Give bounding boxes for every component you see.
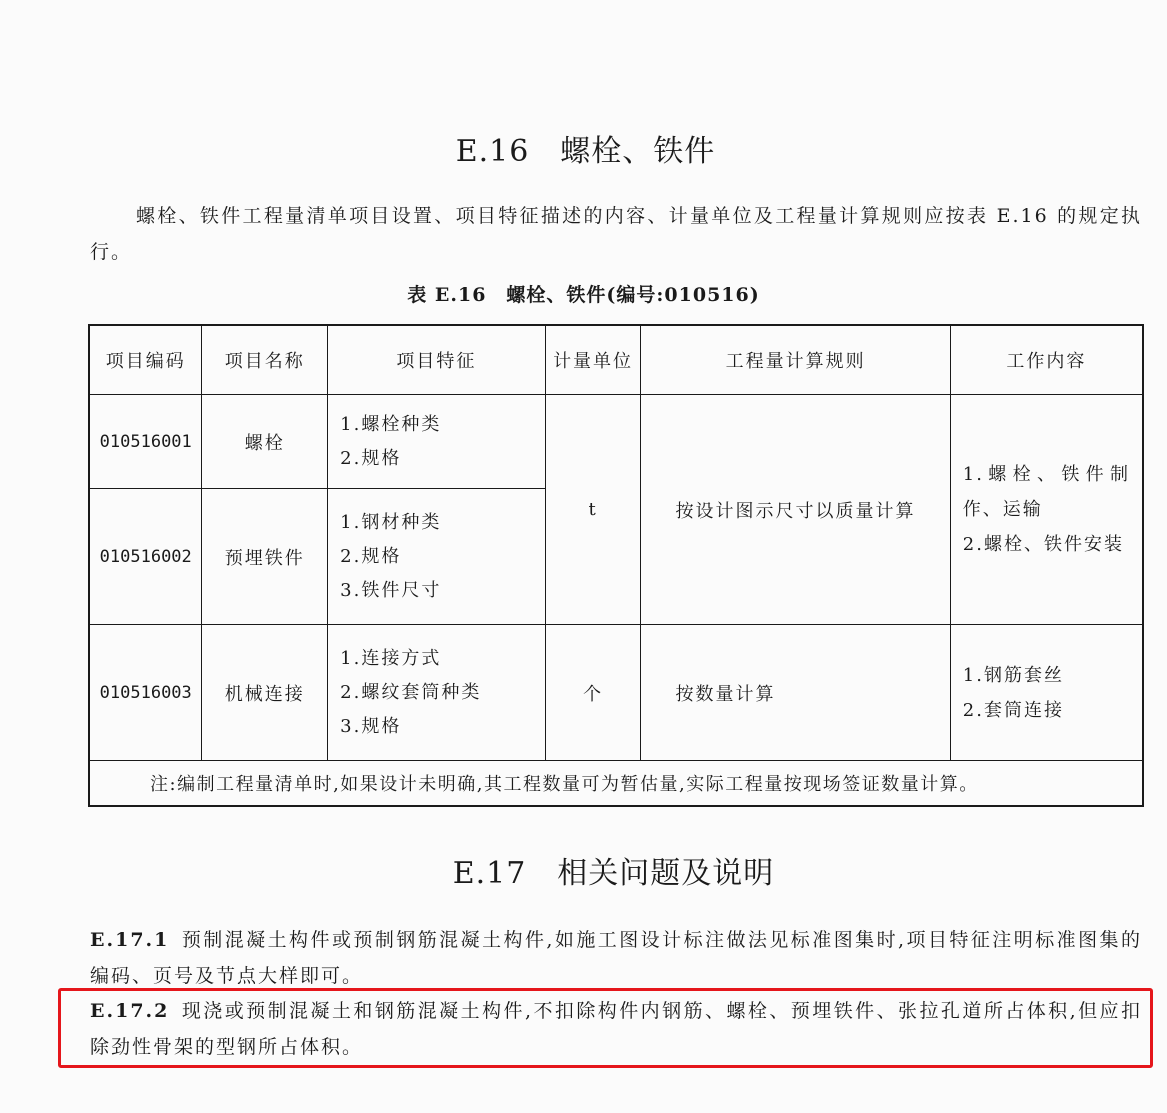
table-row xyxy=(89,625,1143,761)
header-name: 项目名称 xyxy=(202,325,328,395)
highlight-box xyxy=(58,988,1153,1068)
row-code: 010516003 xyxy=(89,625,202,761)
row-name: 螺栓 xyxy=(202,395,328,489)
row-features: 1.螺栓种类 2.规格 xyxy=(328,395,546,489)
clause-text: 现浇或预制混凝土和钢筋混凝土构件,不扣除构件内钢筋、螺栓、预埋铁件、张拉孔道所占体积,但应扣除劲性骨架的型钢所占体积。 xyxy=(90,1000,1142,1058)
row-code: 010516001 xyxy=(89,395,202,489)
row-code: 010516002 xyxy=(89,489,202,625)
section-e17-heading: E.17 相关问题及说明 xyxy=(452,856,775,891)
header-code: 项目编码 xyxy=(89,325,202,395)
clause-text: 预制混凝土构件或预制钢筋混凝土构件,如施工图设计标注做法见标准图集时,项目特征注明标准图集的编码、页号及节点大样即可。 xyxy=(90,929,1142,987)
rule-cell: 按数量计算 xyxy=(641,625,950,761)
table-note-row xyxy=(89,761,1143,807)
work-cell: 1.螺栓、铁件制作、运输 2.螺栓、铁件安装 xyxy=(950,395,1143,625)
table-header-row xyxy=(89,325,1143,395)
bolt-iron-table xyxy=(88,324,1144,807)
unit-cell: t xyxy=(545,395,641,625)
clause-e17-1 xyxy=(90,922,1142,994)
header-work: 工作内容 xyxy=(950,325,1143,395)
row-name: 机械连接 xyxy=(202,625,328,761)
table-note: 注:编制工程量清单时,如果设计未明确,其工程数量可为暂估量,实际工程量按现场签证数量计算。 xyxy=(89,761,1143,807)
table-row xyxy=(89,395,1143,489)
clause-number: E.17.2 xyxy=(90,1000,170,1022)
header-rule: 工程量计算规则 xyxy=(641,325,950,395)
header-features: 项目特征 xyxy=(328,325,546,395)
unit-cell: 个 xyxy=(545,625,641,761)
section-e16-heading: E.16 螺栓、铁件 xyxy=(455,134,716,169)
clause-number: E.17.1 xyxy=(90,929,170,951)
row-features: 1.钢材种类 2.规格 3.铁件尺寸 xyxy=(328,489,546,625)
table-caption: 表 E.16 螺栓、铁件(编号:010516) xyxy=(407,284,760,306)
row-name: 预埋铁件 xyxy=(202,489,328,625)
rule-cell: 按设计图示尺寸以质量计算 xyxy=(641,395,950,625)
header-unit: 计量单位 xyxy=(545,325,641,395)
section-e16-intro: 螺栓、铁件工程量清单项目设置、项目特征描述的内容、计量单位及工程量计算规则应按表 E.16 的规定执行。 xyxy=(90,205,1142,263)
work-cell: 1.钢筋套丝 2.套筒连接 xyxy=(950,625,1143,761)
row-features: 1.连接方式 2.螺纹套筒种类 3.规格 xyxy=(328,625,546,761)
